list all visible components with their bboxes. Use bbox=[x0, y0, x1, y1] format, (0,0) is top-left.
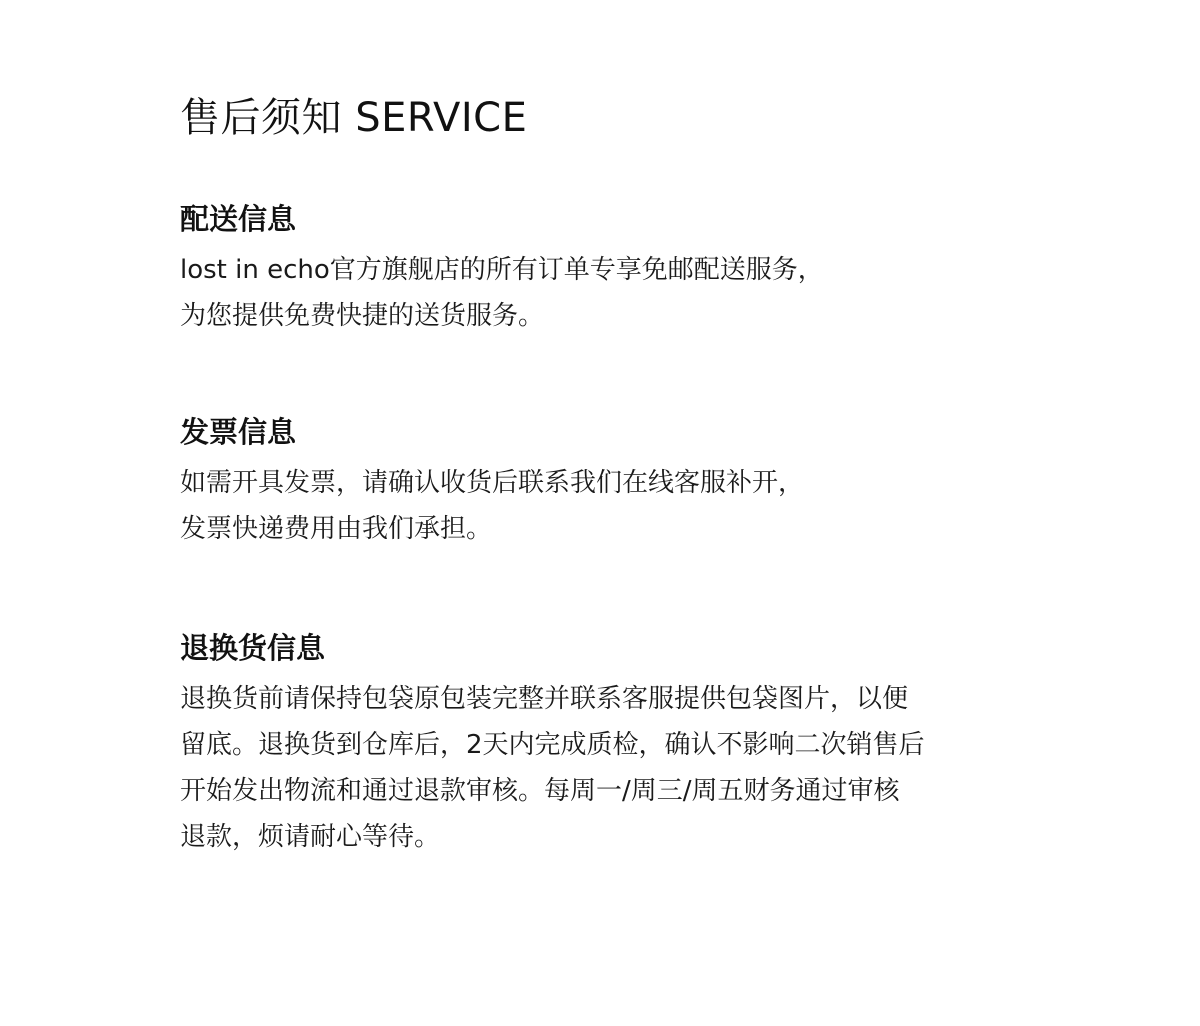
text-line: 如需开具发票，请确认收货后联系我们在线客服补开， bbox=[180, 468, 805, 498]
invoice-info-heading: 发票信息 bbox=[180, 415, 297, 449]
return-exchange-info-text bbox=[180, 676, 1040, 860]
invoice-info-section bbox=[180, 412, 1040, 552]
text-line: 发票快递费用由我们承担。 bbox=[180, 514, 493, 544]
delivery-info-heading: 配送信息 bbox=[180, 202, 297, 236]
text-line: 为您提供免费快捷的送货服务。 bbox=[180, 301, 545, 331]
invoice-info-text bbox=[180, 460, 1040, 552]
delivery-info-section bbox=[180, 199, 1040, 339]
return-exchange-info-heading: 退换货信息 bbox=[180, 631, 326, 665]
text-line: 开始发出物流和通过退款审核。每周一/周三/周五财务通过审核 bbox=[180, 776, 900, 806]
text-line: lost in echo官方旗舰店的所有订单专享免邮配送服务， bbox=[180, 255, 824, 285]
text-line: 退款，烦请耐心等待。 bbox=[180, 822, 441, 852]
return-exchange-info-section bbox=[180, 628, 1040, 860]
page-title: 售后须知 SERVICE bbox=[180, 95, 528, 141]
text-line: 退换货前请保持包袋原包装完整并联系客服提供包袋图片，以便 bbox=[180, 684, 909, 714]
delivery-info-text bbox=[180, 247, 1040, 339]
text-line: 留底。退换货到仓库后，2天内完成质检，确认不影响二次销售后 bbox=[180, 730, 925, 760]
